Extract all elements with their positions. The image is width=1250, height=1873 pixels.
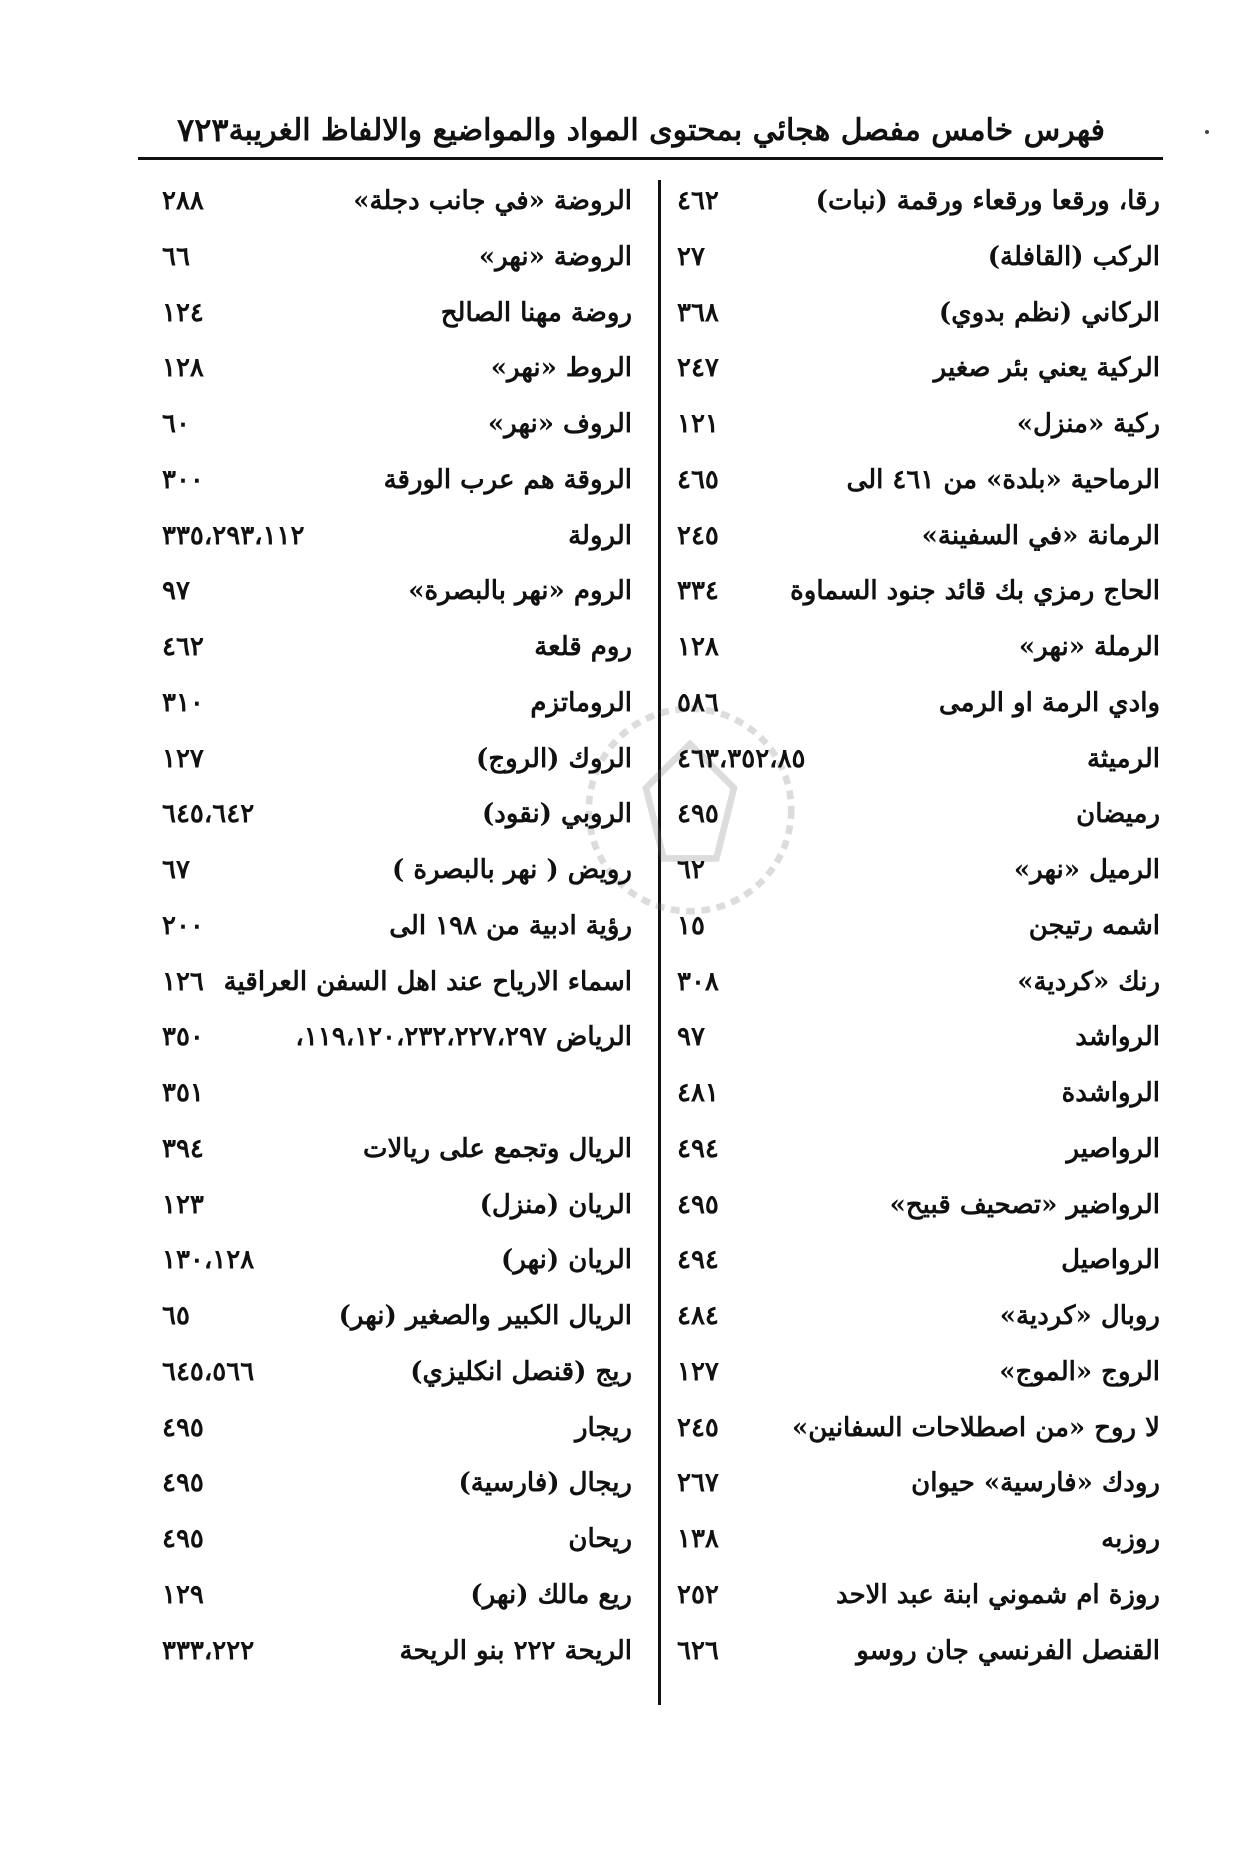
index-entry <box>150 793 650 849</box>
index-entry <box>150 292 650 348</box>
index-pages: ٤٦٢ <box>677 186 719 216</box>
index-entry <box>150 180 650 236</box>
index-term: ريج (قنصل انكليزي) <box>410 1356 632 1387</box>
index-pages: ٢٤٧ <box>677 353 719 384</box>
index-entry <box>655 1518 1175 1574</box>
index-entry <box>655 738 1175 794</box>
index-pages: ٣٥٠ <box>162 1022 204 1053</box>
index-term: الرواصير <box>1066 1133 1160 1164</box>
index-pages: ٤٨٤ <box>677 1301 719 1331</box>
index-pages: ٢٦٧ <box>677 1468 719 1499</box>
index-pages: ٢٨٨ <box>162 186 204 216</box>
index-entry <box>150 905 650 961</box>
index-term: ريجال (فارسية) <box>458 1468 632 1499</box>
index-term: الريان (منزل) <box>479 1189 632 1220</box>
index-entry <box>150 961 650 1017</box>
index-entry <box>150 459 650 515</box>
index-term: ريع مالك (نهر) <box>470 1579 632 1610</box>
index-pages: ٢٤٥ <box>677 1412 719 1443</box>
index-term: رنك «كردية» <box>1017 966 1160 997</box>
index-term: الركية يعني بئر صغير <box>933 353 1160 384</box>
index-term: الرياض ١١٩،١٢٠،٢٣٢،٢٢٧،٢٩٧، <box>295 1022 632 1053</box>
index-pages: ١٣٨ <box>677 1524 719 1554</box>
index-entry <box>150 1574 650 1630</box>
index-pages: ٣٣٣،٢٢٢ <box>162 1635 255 1666</box>
index-pages: ٢٥٢ <box>677 1579 719 1610</box>
index-pages: ٣٠٨ <box>677 966 719 997</box>
index-term: لا روح «من اصطلاحات السفانين» <box>791 1412 1160 1443</box>
index-term: القنصل الفرنسي جان روسو <box>856 1635 1160 1666</box>
index-term: رميضان <box>1076 799 1160 830</box>
index-entry <box>150 1295 650 1351</box>
right-column <box>655 180 1175 1685</box>
index-term: رؤية ادبية من ١٩٨ الى <box>389 910 632 941</box>
index-pages: ٤٨١ <box>677 1078 719 1108</box>
index-pages: ٣٩٤ <box>162 1133 204 1164</box>
index-entry <box>150 738 650 794</box>
index-pages: ٦٢٦ <box>677 1635 719 1666</box>
index-term: وادي الرمة او الرمى <box>938 687 1160 718</box>
index-term: الريان (نهر) <box>501 1245 632 1276</box>
index-entry <box>655 236 1175 292</box>
index-term: الروط «نهر» <box>490 353 632 384</box>
index-term: الروضة «نهر» <box>478 241 632 272</box>
index-term: الرمانة «في السفينة» <box>921 520 1160 551</box>
page-header <box>145 105 1105 155</box>
index-term: الروقة هم عرب الورقة <box>383 464 632 495</box>
index-pages: ٦٤٥،٦٤٢ <box>162 799 255 830</box>
index-entry <box>655 347 1175 403</box>
index-entry <box>655 682 1175 738</box>
index-pages: ٥٨٦ <box>677 687 719 718</box>
index-entry <box>150 515 650 571</box>
index-pages: ١٢٧ <box>677 1356 719 1387</box>
index-entry <box>150 1239 650 1295</box>
index-term: الرولة <box>568 520 632 551</box>
index-term: الرواشدة <box>1061 1078 1160 1108</box>
index-pages: ٤٩٥ <box>677 1189 719 1220</box>
index-term: الرواضير «تصحيف قبيح» <box>889 1189 1160 1220</box>
index-term: الروم «نهر بالبصرة» <box>408 576 632 607</box>
index-term: الركب (القافلة) <box>987 241 1160 272</box>
index-pages: ٦٥ <box>162 1301 190 1331</box>
header-rule <box>138 157 1163 160</box>
index-entry <box>655 515 1175 571</box>
index-term: الروف «نهر» <box>487 409 632 439</box>
index-pages: ١٢٩ <box>162 1579 204 1610</box>
index-entry <box>150 849 650 905</box>
index-entry <box>655 1184 1175 1240</box>
index-entry <box>655 403 1175 459</box>
index-pages: ٦٤٥،٥٦٦ <box>162 1356 255 1387</box>
index-pages: ١٢٣ <box>162 1189 204 1220</box>
index-pages: ٣١٠ <box>162 687 204 718</box>
index-entry <box>150 1016 650 1072</box>
index-term: الريحة ٢٢٢ بنو الريحة <box>399 1635 632 1666</box>
index-entry <box>655 459 1175 515</box>
index-entry <box>655 1239 1175 1295</box>
index-entry <box>150 1462 650 1518</box>
index-term: اسماء الارياح عند اهل السفن العراقية <box>223 966 632 997</box>
index-term: الروبي (نقود) <box>481 799 632 830</box>
index-entry <box>150 682 650 738</box>
index-pages: ٤٦٢ <box>162 632 204 662</box>
index-term: رقا، ورقعا ورقعاء ورقمة (نبات) <box>815 186 1160 216</box>
index-pages: ٦٠ <box>162 409 190 439</box>
index-term: الرواشد <box>1075 1022 1160 1053</box>
index-entry <box>150 403 650 459</box>
index-term: رويض ( نهر بالبصرة ) <box>391 855 632 885</box>
index-entry <box>150 1184 650 1240</box>
index-pages: ٤٩٤ <box>677 1245 719 1276</box>
index-entry <box>655 1351 1175 1407</box>
index-entry <box>655 1574 1175 1630</box>
index-entry <box>655 1630 1175 1686</box>
index-pages: ٣٥١ <box>162 1078 204 1108</box>
index-pages: ٤٦٣،٣٥٢،٨٥ <box>677 743 806 774</box>
index-entry <box>655 793 1175 849</box>
index-entry <box>655 570 1175 626</box>
index-entry <box>150 1128 650 1184</box>
index-pages: ٤٩٥ <box>162 1412 204 1443</box>
index-term: اشمه رتيجن <box>1028 910 1160 941</box>
index-entry <box>655 1072 1175 1128</box>
index-term: الرميل «نهر» <box>1013 855 1160 885</box>
index-term: روزة ام شموني ابنة عبد الاحد <box>835 1579 1160 1610</box>
index-pages: ٣٦٨ <box>677 297 719 328</box>
index-term: الحاج رمزي بك قائد جنود السماوة <box>790 576 1160 607</box>
index-entry <box>655 626 1175 682</box>
index-pages: ٦٧ <box>162 855 190 885</box>
index-pages: ٩٧ <box>162 576 190 607</box>
index-term: الروج «الموج» <box>999 1356 1160 1387</box>
index-term: الرواصيل <box>1061 1245 1160 1276</box>
index-entry <box>655 1462 1175 1518</box>
index-term: ريحان <box>568 1524 632 1554</box>
index-term: الرملة «نهر» <box>1018 632 1160 662</box>
index-entry <box>150 626 650 682</box>
index-term: ركية «منزل» <box>1016 409 1160 439</box>
index-pages: ٩٧ <box>677 1022 705 1053</box>
index-pages: ٦٢ <box>677 855 705 885</box>
index-term: الروك (الروج) <box>476 743 632 774</box>
index-term: روبال «كردية» <box>999 1301 1160 1331</box>
index-pages: ١٢٧ <box>162 743 204 774</box>
index-pages: ٤٦٥ <box>677 464 719 495</box>
index-pages: ٤٩٥ <box>162 1524 204 1554</box>
index-term: رودك «فارسية» حيوان <box>911 1468 1160 1499</box>
index-pages: ١٥ <box>677 910 705 941</box>
index-entry <box>655 292 1175 348</box>
index-pages: ١٢٦ <box>162 966 204 997</box>
index-pages: ١٢٨ <box>677 632 719 662</box>
index-entry <box>655 1016 1175 1072</box>
index-pages: ١٣٠،١٢٨ <box>162 1245 255 1276</box>
index-term: روضة مهنا الصالح <box>440 297 632 328</box>
index-entry <box>655 1295 1175 1351</box>
index-term: الرماحية «بلدة» من ٤٦١ الى <box>846 464 1160 495</box>
index-pages: ٢٤٥ <box>677 520 719 551</box>
index-entry <box>150 1407 650 1463</box>
index-pages: ١٢٨ <box>162 353 204 384</box>
index-term: الريال الكبير والصغير (نهر) <box>338 1301 632 1331</box>
index-entry <box>655 905 1175 961</box>
index-pages: ٤٩٥ <box>677 799 719 830</box>
index-pages: ٢٧ <box>677 241 705 272</box>
index-term: روزبه <box>1101 1524 1160 1554</box>
index-pages: ٦٦ <box>162 241 190 272</box>
index-entry <box>150 1351 650 1407</box>
index-pages: ٣٠٠ <box>162 464 204 495</box>
index-entry <box>150 236 650 292</box>
index-term: روم قلعة <box>534 632 632 662</box>
index-entry <box>150 1630 650 1686</box>
left-column <box>150 180 650 1685</box>
index-entry <box>655 180 1175 236</box>
index-entry <box>150 347 650 403</box>
index-entry <box>655 1407 1175 1463</box>
index-pages: ٤٩٤ <box>677 1133 719 1164</box>
index-entry <box>655 849 1175 905</box>
index-term: الروماتزم <box>530 687 632 718</box>
index-entry <box>655 1128 1175 1184</box>
index-pages: ٣٣٤ <box>677 576 719 607</box>
index-entry <box>150 570 650 626</box>
page-title: فهرس خامس مفصل هجائي بمحتوى المواد والمواضيع والالفاظ الغريبة <box>228 112 1105 148</box>
index-pages: ٣٣٥،٢٩٣،١١٢ <box>162 520 305 551</box>
index-term: الريال وتجمع على ريالات <box>363 1133 632 1164</box>
margin-dot <box>1205 130 1209 134</box>
index-entry <box>150 1072 650 1128</box>
index-term: الروضة «في جانب دجلة» <box>353 186 632 216</box>
index-entry <box>655 961 1175 1017</box>
index-pages: ٤٩٥ <box>162 1468 204 1499</box>
index-pages: ١٢١ <box>677 409 719 439</box>
index-term: الرميثة <box>1086 743 1160 774</box>
index-term: الركاني (نظم بدوي) <box>938 297 1160 328</box>
page-number: ٧٢٣ <box>177 111 229 149</box>
index-term: ريجار <box>574 1412 632 1443</box>
index-entry <box>150 1518 650 1574</box>
index-pages: ٢٠٠ <box>162 910 204 941</box>
index-pages: ١٢٤ <box>162 297 204 328</box>
